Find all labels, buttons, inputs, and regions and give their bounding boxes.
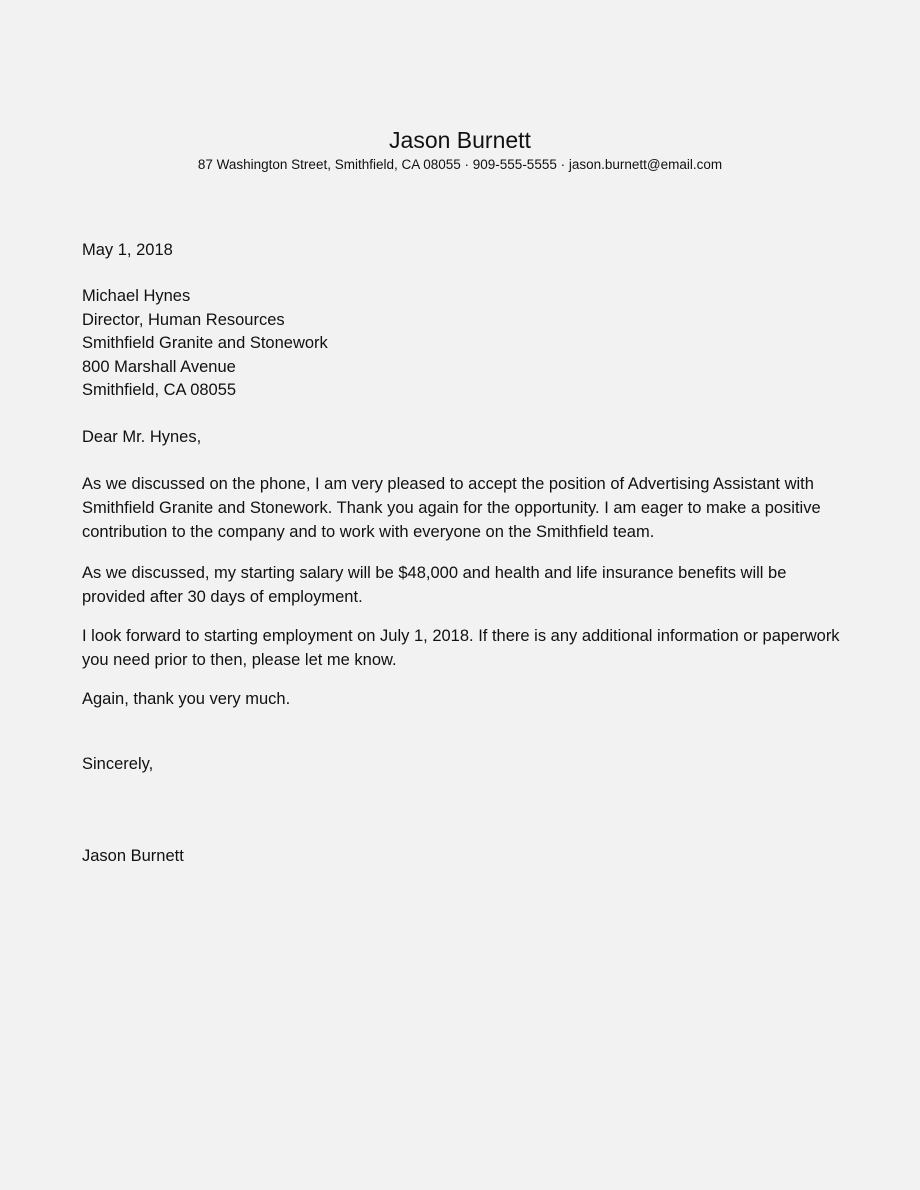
salutation: Dear Mr. Hynes,	[82, 428, 202, 446]
sender-contact: 87 Washington Street, Smithfield, CA 08055 · 909-555-5555 · jason.burnett@email.com	[197, 157, 723, 172]
letterhead	[0, 126, 920, 174]
recipient-city: Smithfield, CA 08055	[82, 381, 237, 399]
recipient-address	[82, 285, 842, 403]
recipient-title: Director, Human Resources	[82, 310, 285, 329]
recipient-company: Smithfield Granite and Stonework	[82, 334, 328, 352]
recipient-name: Michael Hynes	[82, 287, 191, 305]
paragraph-salary: As we discussed, my starting salary will be $48,000 and health and life insurance benefits will be provided after 30 days of employment.	[82, 564, 787, 606]
paragraph-acceptance: As we discussed on the phone, I am very pleased to accept the position of Advertising Assistant with Smithfield Granite and Stonework. Thank you again for the opportunity. I am eager to make a positive contribution to the company and to work with everyone on the Smithfield team.	[82, 475, 821, 541]
paragraph-thanks: Again, thank you very much.	[82, 690, 291, 708]
paragraph-start-date: I look forward to starting employment on July 1, 2018. If there is any additional information or paperwork you need prior to then, please let me know.	[82, 627, 840, 669]
closing: Sincerely,	[82, 755, 154, 773]
letter-date: May 1, 2018	[82, 241, 173, 259]
signature-name: Jason Burnett	[82, 847, 184, 865]
recipient-street: 800 Marshall Avenue	[82, 357, 236, 376]
sender-name: Jason Burnett	[389, 127, 531, 153]
